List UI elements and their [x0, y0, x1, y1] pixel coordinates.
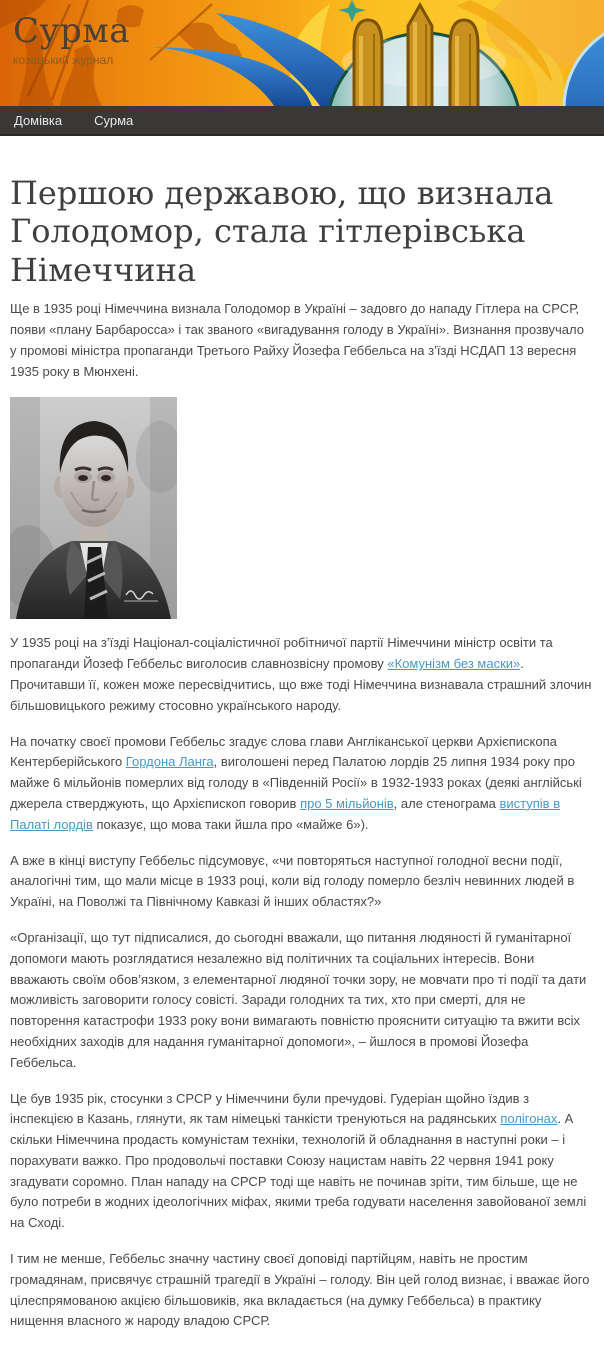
article	[0, 174, 604, 1353]
paragraph	[10, 732, 594, 836]
paragraph	[10, 299, 594, 382]
site-title-link[interactable]: Сурма	[13, 11, 131, 51]
paragraph	[10, 1089, 594, 1235]
paragraph-text: , виголошені перед Палатою лордів 25 липня 1934 року про майже 6 мільйонів померлих від голоду в «Південній Росії» в 1932-1933 роках (деякі англійські джерела стверджують, що Архієпископ говорив	[10, 754, 582, 811]
portrait-photo-image	[10, 397, 177, 619]
inline-link[interactable]: полігонах	[500, 1111, 558, 1127]
paragraph-text: показує, що мова таки йшла про «майже 6»).	[92, 816, 369, 832]
paragraph	[10, 1249, 594, 1332]
paragraph	[10, 851, 594, 913]
paragraph-text: На початку своєї промови Геббельс згадує слова глави Англіканської церкви Архієпископа Кентерберійського	[10, 733, 557, 770]
site-identity	[13, 11, 131, 67]
paragraph	[10, 928, 594, 1074]
inline-link[interactable]: «Комунізм без маски»	[387, 656, 521, 672]
paragraph-text: . А скільки Німеччина продасть комуністам техніки, технологій й обладнання в наступні роки – і порахувати важко. Про продовольчі поставки Союзу нацистам навіть 22 червня 1941 року згадувати соромно. План нападу на СРСР тоді ще навіть не починав зріти, тим більше, ще не було потреби в жодних ідеологічних міфах, якими треба годувати населення завойованої землі на Сході.	[10, 1111, 587, 1231]
paragraph-text: Ще в 1935 році Німеччина визнала Голодомор в Україні – задовго до нападу Гітлера на СРСР, появи «плану Барбаросса» і так званого «вигадування голоду в Україні». Визнання прозвучало у промові міністра пропаганди Третього Райху Йозефа Геббельса на з’їзді НСДАП 13 вересня 1935 року в Мюнхені.	[10, 301, 584, 379]
paragraph-text: . Прочитавши її, кожен може пересвідчитись, що вже тоді Німеччина визнавала страшний злочин більшовицького режиму стосовно українського народу.	[10, 656, 592, 713]
article-body	[10, 633, 594, 1332]
inline-link[interactable]: виступів в Палаті лордів	[10, 795, 561, 832]
paragraph-text: У 1935 році на з’їзді Націонал-соціалістичної робітничої партії Німеччини міністр освіти та пропаганди Йозеф Геббельс виголосив славнозвісну промову	[10, 635, 553, 672]
inline-link[interactable]: Гордона Ланга	[125, 754, 214, 770]
paragraph-text: І тим не менше, Геббельс значну частину своєї доповіді партійцям, навіть не простим громадянам, присвячує страшній трагедії в Україні – голоду. Він цей голод визнає, і вважає його цілеспрямованою акцією більшовиків, яка вкладається (на думку Геббельса) в практику нищення власного ж народу владою СРСР.	[10, 1251, 590, 1329]
main-nav	[0, 106, 604, 136]
paragraph	[10, 633, 594, 716]
paragraph-text: , але стенограма	[393, 795, 500, 811]
inline-link[interactable]: про 5 мільйонів	[300, 795, 394, 811]
site-header	[0, 0, 604, 106]
article-intro	[10, 299, 594, 382]
site-tagline: козацький журнал	[13, 52, 114, 67]
paragraph-text: Це був 1935 рік, стосунки з СРСР у Німеччини були пречудові. Гудеріан щойно їздив з інспекцією в Казань, глянути, як там німецькі танкісти тренуються на радянських	[10, 1090, 530, 1127]
goebbels-portrait-photo	[10, 397, 177, 619]
nav-item-home[interactable]: Домівка	[14, 112, 63, 128]
paragraph-text: «Організації, що тут підписалися, до сьогодні вважали, що питання людяності й гуманітарної допомоги мають розглядатися незалежно від політичних та соціальних інтересів. Вони вважають своїм обов’язком, з елементарної людяної точки зору, не мовчати про ті події та дати можливість заговорити голосу совісті. Заради голодних та тих, хто при смерті, для не повторення катастрофи 1933 року вони вимагають повністю прояснити ситуацію та вжити всіх необхідних заходів для надання гуманітарної допомоги», – йшлося в промові Йозефа Геббельса.	[10, 929, 587, 1070]
post-title: Першою державою, що визнала Голодомор, стала гітлерівська Німеччина	[10, 174, 554, 289]
nav-item-surma[interactable]: Сурма	[94, 112, 134, 128]
paragraph-text: А вже в кінці виступу Геббельс підсумовує, «чи повторяться наступної голодної весни події, аналогічні тим, що мали місце в 1933 році, коли від голоду померло безліч невинних людей в Україні, на Поволжі та Північному Кавказі й інших областях?»	[10, 852, 575, 910]
